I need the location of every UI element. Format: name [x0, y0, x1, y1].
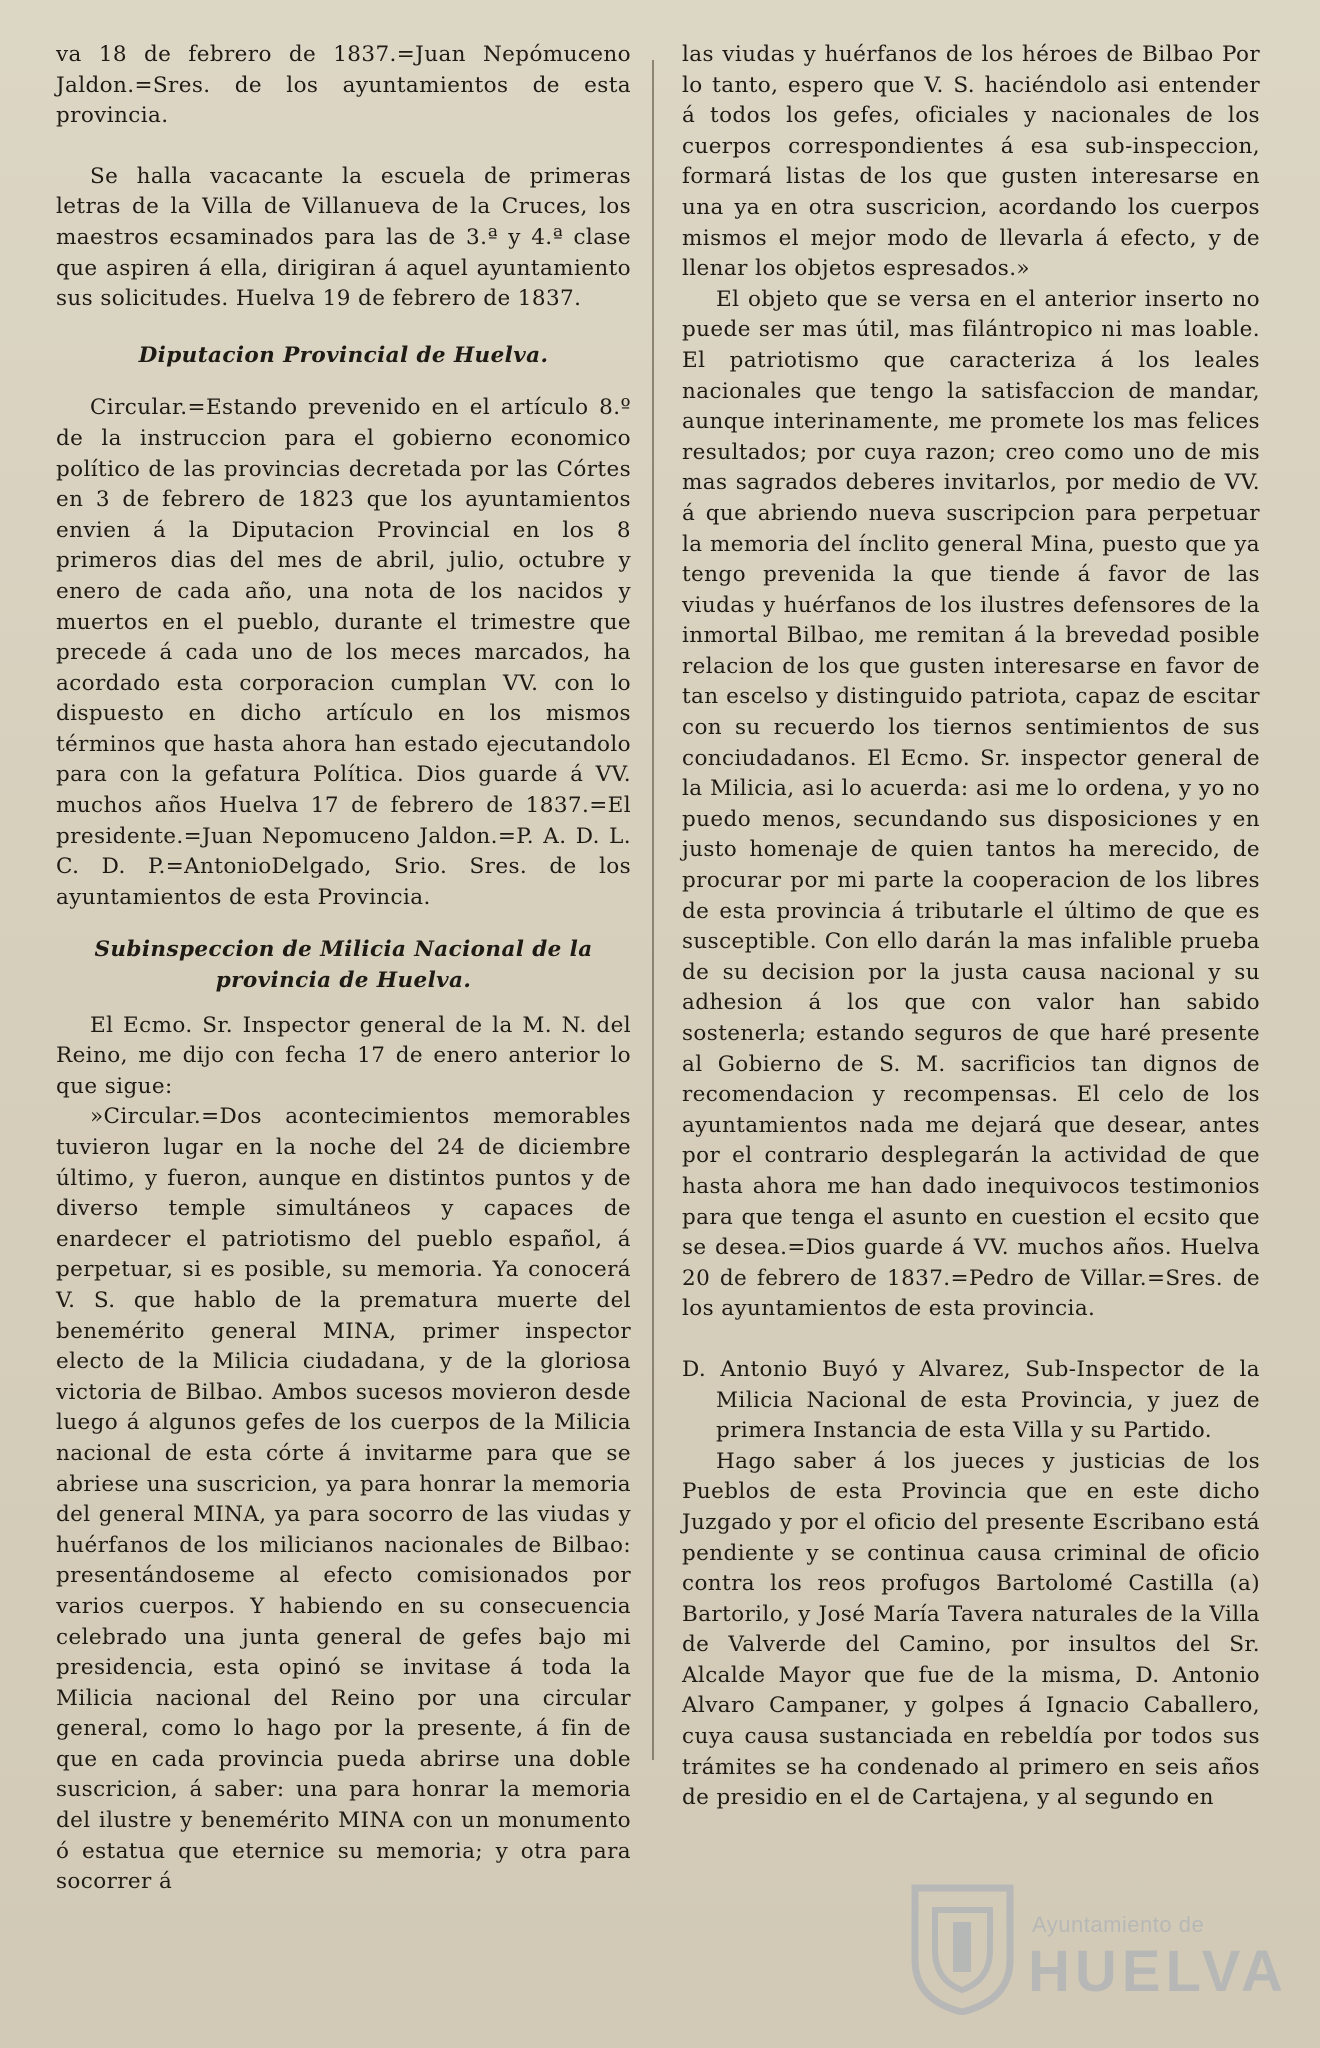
ayuntamiento-watermark — [905, 1880, 1288, 2020]
right-continuation-paragraph: las viudas y huérfanos de los héroes de Bilbao Por lo tanto, espero que V. S. haciéndolo asi entender á todos los gefes, oficiales y nacionales de los cuerpos correspondientes á esa sub-inspeccion, formará listas de los que gusten interesarse en una ya en otra suscricion, acordando los cuerpos mismos el mejor modo de llevarla á efecto, y de llenar los objetos espresados.» — [682, 42, 1260, 282]
school-vacancy-paragraph: Se halla vacacante la escuela de primeras letras de la Villa de Villanueva de la Cruces, los maestros ecsaminados para las de 3.ª y 4.ª clase que aspiren á ella, dirigiran á aquel ayuntamiento sus solicitudes. Huelva 19 de febrero de 1837. — [56, 163, 631, 312]
patriotism-paragraph: El objeto que se versa en el anterior inserto no puede ser mas útil, mas filántropico ni mas loable. El patriotismo que caracteriza á los leales nacionales que tengo la satisfaccion de mandar, aunque interinamente, me promete los mas felices resultados; por cuya razon; creo como uno de mis mas sagrados deberes invitarlos, por medio de VV. á que abriendo nueva suscripcion para perpetuar la memoria del ínclito general Mina, puesto que ya tengo prevenida la que tiende á favor de las viudas y huérfanos de los ilustres defensores de la inmortal Bilbao, me remitan á la brevedad posible relacion de los que gusten interesarse en favor de tan escelso y distinguido patriota, capaz de escitar con su recuerdo los tiernos sentimientos de sus conciudadanos. El Ecmo. Sr. inspector general de la Milicia, asi lo acuerda: asi me lo ordena, y yo no puedo menos, secundando sus disposiciones y en justo homenaje de quien tantos ha merecido, de procurar por mi parte la cooperacion de los libres de esta provincia á tributarle el último de que es susceptible. Con ello darán la mas infalible prueba de su decision por la justa causa nacional y su adhesion á los que con valor han sabido sostenerla; estando seguros de que haré presente al Gobierno de S. M. sacrificios tan dignos de recomendacion y recompensas. El celo de los ayuntamientos nada me dejará que desear, antes por el contrario desplegarán la actividad de que hasta ahora me han dado inequivocos testimonios para que tenga el asunto en cuestion el ecsito que se desea.=Dios guarde á VV. muchos años. Huelva 20 de febrero de 1837.=Pedro de Villar.=Sres. de los ayuntamientos de esta provincia. — [682, 286, 1260, 1322]
circular-mina-paragraph: »Circular.=Dos acontecimientos memorables tuvieron lugar en la noche del 24 de diciembre último, y fueron, aunque en distintos puntos y de diverso temple simultáneos y capaces de enardecer el patriotismo del pueblo español, á perpetuar, si es posible, su memoria. Ya conocerá V. S. que hablo de la prematura muerte del benemérito general MINA, primer inspector electo de la Milicia ciudadana, y de la gloriosa victoria de Bilbao. Ambos sucesos movieron desde luego á algunos gefes de los cuerpos de la Milicia nacional de esta córte á invitarme para que se abriese una suscricion, ya para honrar la memoria del general MINA, ya para socorro de las viudas y huérfanos de los milicianos nacionales de Bilbao: presentándoseme al efecto comisionados por varios cuerpos. Y habiendo en su consecuencia celebrado una junta general de gefes bajo mi presidencia, esta opinó se invitase á toda la Milicia nacional del Reino por una circular general, como lo hago por la presente, á fin de que en cada provincia pueda abrirse una doble suscricion, á saber: una para honrar la memoria del ilustre y benemérito MINA con un monumento ó estatua que eternice su memoria; y otra para socorrer á — [56, 1104, 631, 1895]
inspector-intro-paragraph: El Ecmo. Sr. Inspector general de la M. N. del Reino, me dijo con fecha 17 de enero anterior lo que sigue: — [56, 1012, 631, 1099]
diputacion-heading: Diputacion Provincial de Huelva. — [138, 342, 549, 368]
left-continuation-paragraph: va 18 de febrero de 1837.=Juan Nepómuceno Jaldon.=Sres. de los ayuntamientos de esta provincia. — [56, 42, 631, 129]
shield-icon — [905, 1880, 1020, 2015]
notice-header-text: D. Antonio Buyó y Alvarez, Sub-Inspector de la Milicia Nacional de esta Provincia, y juez de primera Instancia de esta Villa y su Partido. — [682, 1356, 1260, 1444]
subinspeccion-heading: Subinspeccion de Milicia Nacional de la provincia de Huelva. — [94, 937, 593, 994]
circular-births-deaths-paragraph: Circular.=Estando prevenido en el artículo 8.º de la instruccion para el gobierno economico político de las provincias decretada por las Córtes en 3 de febrero de 1823 que los ayuntamientos envien á la Diputacion Provincial en los 8 primeros dias del mes de abril, julio, octubre y enero de cada año, una nota de los nacidos y muertos en el pueblo, durante el trimestre que precede á cada uno de los meces marcados, ha acordado esta corporacion cumplan VV. con lo dispuesto en dicho artículo en los mismos términos que hasta ahora han estado ejecutandolo para con la gefatura Política. Dios guarde á VV. muchos años Huelva 17 de febrero de 1837.=El presidente.=Juan Nepomuceno Jaldon.=P. A. D. L. C. D. P.=AntonioDelgado, Srio. Sres. de los ayuntamientos de esta Provincia. — [56, 395, 631, 910]
watermark-small-text: Ayuntamiento de — [1032, 1912, 1205, 1937]
court-notice-paragraph: Hago saber á los jueces y justicias de los Pueblos de esta Provincia que en este dicho Juzgado y por el oficio del presente Escribano está pendiente y se continua causa criminal de oficio contra los reos profugos Bartolomé Castilla (a) Bartorilo, y José María Tavera naturales de la Villa de Valverde del Camino, por insultos del Sr. Alcalde Mayor que fue de la misma, D. Antonio Alvaro Campaner, y golpes á Ignacio Caballero, cuya causa sustanciada en rebeldía por todos sus trámites se ha condenado al primero en seis años de presidio en el de Cartajena, y al segundo en — [682, 1448, 1260, 1811]
left-column — [56, 40, 631, 1898]
column-divider — [652, 60, 654, 1760]
notice-header — [682, 1355, 1260, 1447]
watermark-big-text: HUELVA — [1028, 1939, 1288, 2004]
right-column — [682, 40, 1260, 1814]
